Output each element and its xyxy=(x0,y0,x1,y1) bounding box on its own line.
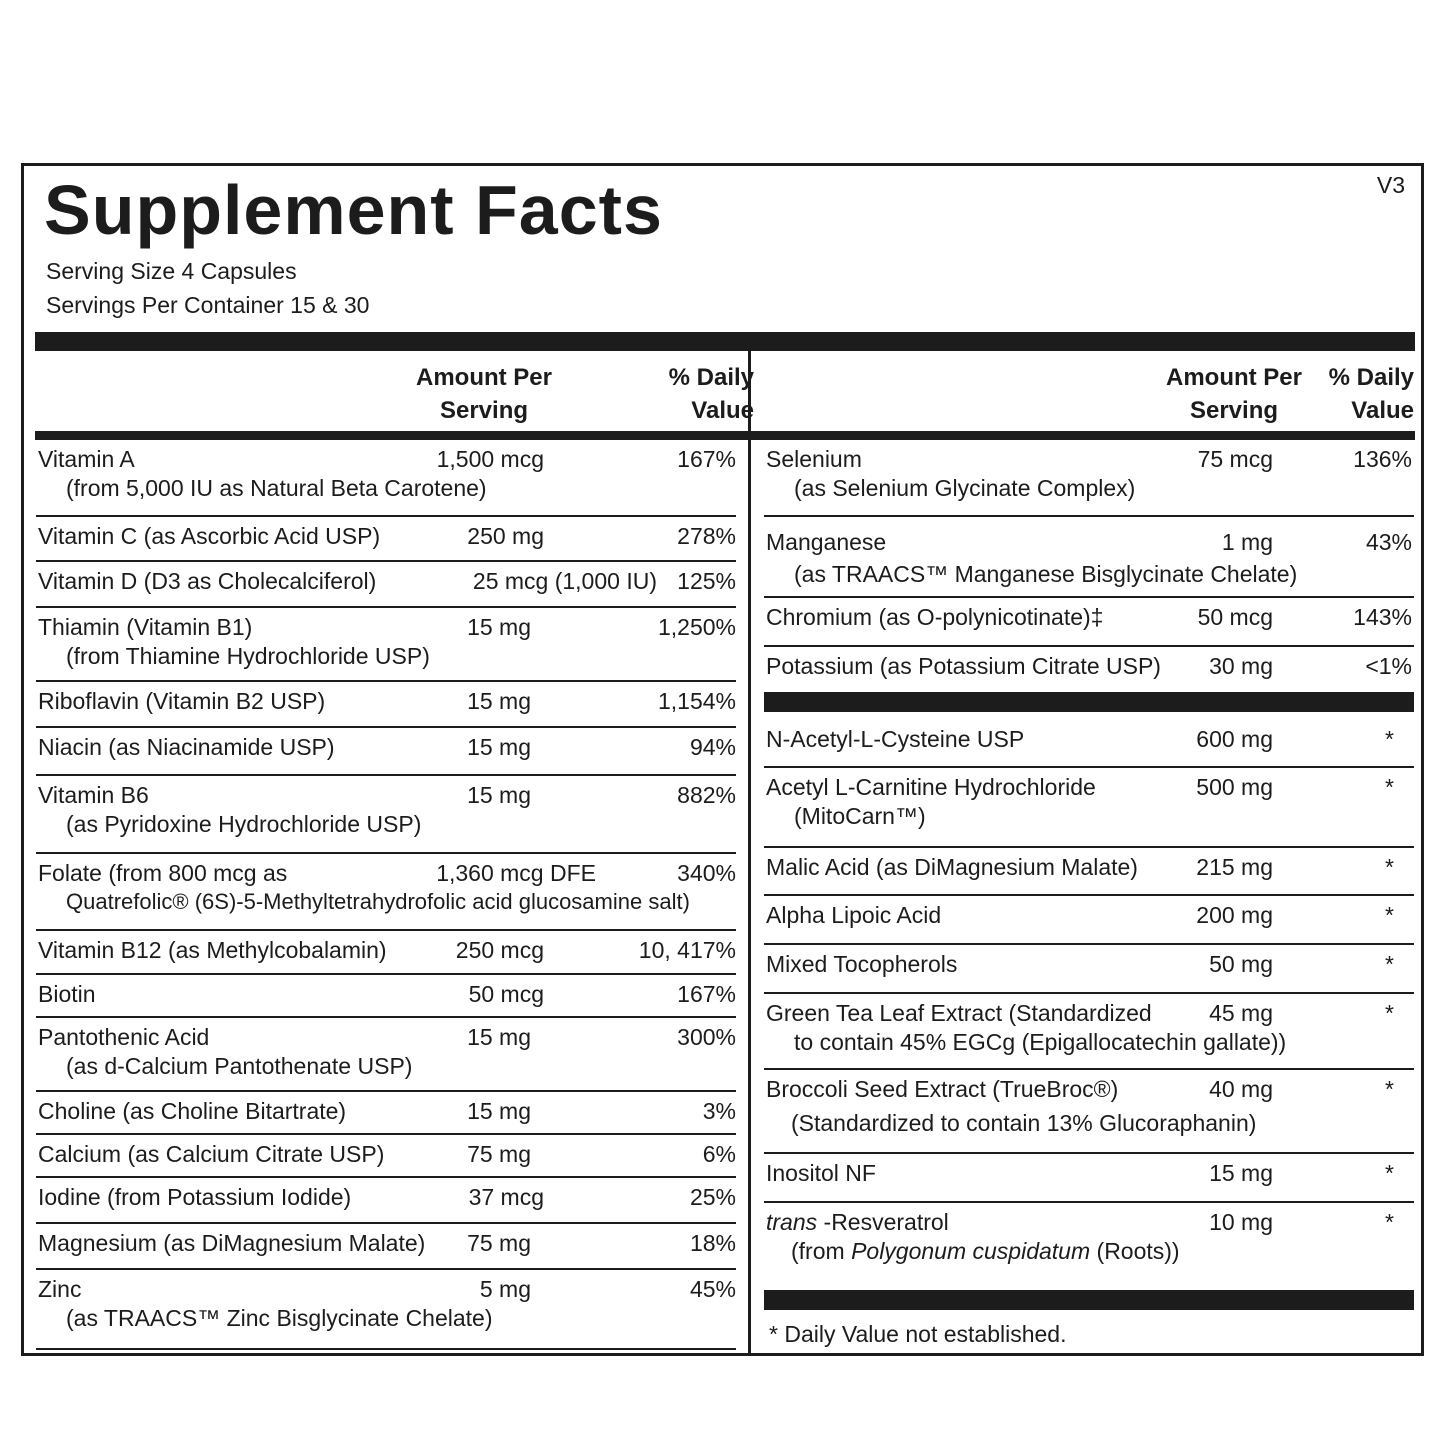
ingredient-name: Malic Acid (as DiMagnesium Malate) xyxy=(766,854,1138,880)
ingredient-row xyxy=(764,768,1414,848)
nutrient-row xyxy=(764,440,1414,517)
nutrient-dv: 43% xyxy=(1365,529,1412,555)
ingredient-row xyxy=(764,994,1414,1070)
nutrient-dv: 1,250% xyxy=(657,614,736,640)
nutrient-source: (as d-Calcium Pantothenate USP) xyxy=(66,1053,413,1079)
nutrient-name: Calcium (as Calcium Citrate USP) xyxy=(38,1141,385,1167)
top-thick-rule xyxy=(35,332,1415,351)
nutrient-amount: 1,360 mcg DFE xyxy=(436,860,596,886)
ingredient-name: Broccoli Seed Extract (TrueBroc®) xyxy=(766,1076,1119,1102)
nutrient-row xyxy=(764,647,1414,692)
nutrient-row xyxy=(36,776,736,854)
nutrient-dv: 278% xyxy=(677,523,736,549)
nutrient-row xyxy=(764,517,1414,598)
ingredient-row xyxy=(764,1203,1414,1283)
nutrient-name: Manganese xyxy=(766,529,887,555)
nutrient-row xyxy=(36,682,736,728)
ingredient-row xyxy=(764,1070,1414,1154)
ingredient-dv: * xyxy=(1385,1076,1394,1102)
nutrient-source: (from 5,000 IU as Natural Beta Carotene) xyxy=(66,475,487,501)
ingredient-name: N-Acetyl-L-Cysteine USP xyxy=(766,726,1025,752)
nutrient-name: Folate (from 800 mcg as xyxy=(38,860,288,886)
nutrient-name: Vitamin C (as Ascorbic Acid USP) xyxy=(38,523,381,549)
ingredient-amount: 45 mg xyxy=(1209,1000,1273,1026)
nutrient-name: Magnesium (as DiMagnesium Malate) xyxy=(38,1230,426,1256)
nutrient-name: Potassium (as Potassium Citrate USP) xyxy=(766,653,1161,679)
serving-size: Serving Size 4 Capsules xyxy=(46,258,297,284)
ingredient-dv: * xyxy=(1385,774,1394,800)
nutrient-amount: 5 mg xyxy=(479,1276,531,1302)
ingredient-row xyxy=(764,1154,1414,1203)
nutrient-amount: 250 mg xyxy=(467,523,544,549)
nutrient-source: Quatrefolic® (6S)-5-Methyltetrahydrofolic acid glucosamine salt) xyxy=(66,889,690,914)
ingredient-row xyxy=(764,848,1414,896)
ingredient-row xyxy=(764,896,1414,945)
nutrient-name: Iodine (from Potassium Iodide) xyxy=(38,1184,352,1210)
nutrient-name: Pantothenic Acid xyxy=(38,1024,210,1050)
nutrient-row xyxy=(36,1135,736,1178)
ingredient-dv: * xyxy=(1385,726,1394,752)
ingredient-amount: 40 mg xyxy=(1209,1076,1273,1102)
nutrient-name: Riboflavin (Vitamin B2 USP) xyxy=(38,688,326,714)
nutrient-amount: 15 mg xyxy=(467,734,531,760)
ingredient-dv: * xyxy=(1385,902,1394,928)
footnote: * Daily Value not established. xyxy=(769,1321,1067,1347)
nutrient-name: Vitamin B6 xyxy=(38,782,149,808)
left-dv-header: % Daily Value xyxy=(668,364,754,424)
right-header-rule xyxy=(751,431,1415,440)
nutrient-row xyxy=(36,440,736,517)
nutrient-source: (from Thiamine Hydrochloride USP) xyxy=(66,643,430,669)
nutrient-name: Selenium xyxy=(766,446,862,472)
right-amount-header: Amount Per Serving xyxy=(1165,364,1302,424)
ingredient-source: (Standardized to contain 13% Glucoraphanin) xyxy=(791,1110,1257,1136)
nutrient-dv: 18% xyxy=(689,1230,736,1256)
nutrient-row xyxy=(36,931,736,975)
nutrient-name: Biotin xyxy=(38,981,96,1007)
right-dv-header: % Daily Value xyxy=(1328,364,1414,424)
nutrient-name: Niacin (as Niacinamide USP) xyxy=(38,734,335,760)
nutrient-amount: 37 mcg xyxy=(468,1184,544,1210)
nutrient-row xyxy=(36,608,736,682)
ingredient-name: Mixed Tocopherols xyxy=(766,951,958,977)
ingredient-source: (from Polygonum cuspidatum (Roots)) xyxy=(791,1238,1180,1264)
ingredient-amount: 50 mg xyxy=(1209,951,1273,977)
nutrient-amount: 250 mcg xyxy=(455,937,544,963)
right-mineral-list xyxy=(764,440,1414,692)
nutrient-source: (as TRAACS™ Zinc Bisglycinate Chelate) xyxy=(66,1305,493,1331)
nutrient-amount: 15 mg xyxy=(467,1024,531,1050)
nutrient-row xyxy=(36,517,736,562)
nutrient-amount: 50 mcg xyxy=(1197,604,1273,630)
nutrient-dv: 25% xyxy=(689,1184,736,1210)
nutrient-dv: 882% xyxy=(677,782,736,808)
ingredient-amount: 215 mg xyxy=(1196,854,1273,880)
nutrient-dv: 10, 417% xyxy=(638,937,736,963)
column-divider xyxy=(748,351,751,1356)
ingredient-dv: * xyxy=(1385,951,1394,977)
ingredient-amount: 10 mg xyxy=(1209,1209,1273,1235)
nutrient-dv: 1,154% xyxy=(657,688,736,714)
nutrient-amount: 15 mg xyxy=(467,1098,531,1124)
left-amount-header: Amount Per Serving xyxy=(415,364,552,424)
ingredient-source: (MitoCarn™) xyxy=(794,803,926,829)
nutrient-amount: 1,500 mcg xyxy=(436,446,544,472)
nutrient-name: Vitamin A xyxy=(38,446,135,472)
nutrient-dv: 300% xyxy=(677,1024,736,1050)
ingredient-dv: * xyxy=(1385,1160,1394,1186)
nutrient-name: Vitamin D (D3 as Cholecalciferol) xyxy=(38,568,377,594)
panel-title: Supplement Facts xyxy=(44,171,663,249)
nutrient-amount: 75 mg xyxy=(467,1230,531,1256)
ingredient-name: Alpha Lipoic Acid xyxy=(766,902,942,928)
ingredient-row xyxy=(764,945,1414,994)
left-nutrient-list xyxy=(36,440,736,1350)
supplement-facts-panel xyxy=(21,163,1424,1356)
nutrient-dv: 167% xyxy=(677,981,736,1007)
ingredient-name: trans -Resveratrol xyxy=(766,1209,949,1235)
ingredient-name: Acetyl L-Carnitine Hydrochloride xyxy=(766,774,1096,800)
nutrient-source: (as Selenium Glycinate Complex) xyxy=(794,475,1136,501)
right-bottom-rule xyxy=(764,1290,1414,1310)
left-header-rule xyxy=(35,431,748,440)
nutrient-amount: 1 mg xyxy=(1221,529,1273,555)
nutrient-amount: 30 mg xyxy=(1209,653,1273,679)
ingredient-amount: 200 mg xyxy=(1196,902,1273,928)
ingredient-name: Inositol NF xyxy=(766,1160,876,1186)
nutrient-row xyxy=(36,854,736,931)
nutrient-dv: 340% xyxy=(677,860,736,886)
ingredient-amount: 500 mg xyxy=(1196,774,1273,800)
nutrient-row xyxy=(36,728,736,776)
nutrient-name: Thiamin (Vitamin B1) xyxy=(38,614,253,640)
nutrient-amount: 50 mcg xyxy=(468,981,544,1007)
nutrient-amount: 75 mg xyxy=(467,1141,531,1167)
nutrient-row xyxy=(36,1018,736,1092)
nutrient-source: (as TRAACS™ Manganese Bisglycinate Chelate) xyxy=(794,561,1298,587)
right-other-ingredients-list xyxy=(764,720,1414,1283)
nutrient-amount: 75 mcg xyxy=(1197,446,1273,472)
nutrient-name: Zinc xyxy=(38,1276,82,1302)
nutrient-amount: 25 mcg (1,000 IU) xyxy=(472,568,657,594)
nutrient-amount: 15 mg xyxy=(467,688,531,714)
nutrient-name: Choline (as Choline Bitartrate) xyxy=(38,1098,347,1124)
nutrient-row xyxy=(764,598,1414,647)
nutrient-dv: 167% xyxy=(677,446,736,472)
ingredient-row xyxy=(764,720,1414,768)
nutrient-row xyxy=(36,975,736,1018)
ingredient-source: to contain 45% EGCg (Epigallocatechin gallate)) xyxy=(794,1029,1287,1055)
nutrient-dv: 94% xyxy=(689,734,736,760)
nutrient-amount: 15 mg xyxy=(467,614,531,640)
nutrient-dv: 125% xyxy=(677,568,736,594)
nutrient-name: Chromium (as O-polynicotinate)‡ xyxy=(766,604,1104,630)
nutrient-dv: <1% xyxy=(1365,653,1412,679)
ingredient-amount: 15 mg xyxy=(1209,1160,1273,1186)
ingredient-name: Green Tea Leaf Extract (Standardized xyxy=(766,1000,1152,1026)
nutrient-dv: 45% xyxy=(689,1276,736,1302)
nutrient-source: (as Pyridoxine Hydrochloride USP) xyxy=(66,811,422,837)
nutrient-row xyxy=(36,562,736,608)
ingredient-dv: * xyxy=(1385,854,1394,880)
servings-per-container: Servings Per Container 15 & 30 xyxy=(46,292,370,318)
nutrient-dv: 136% xyxy=(1353,446,1412,472)
nutrient-dv: 143% xyxy=(1353,604,1412,630)
nutrient-dv: 6% xyxy=(702,1141,736,1167)
nutrient-row xyxy=(36,1270,736,1350)
nutrient-name: Vitamin B12 (as Methylcobalamin) xyxy=(38,937,387,963)
nutrient-dv: 3% xyxy=(702,1098,736,1124)
nutrient-row xyxy=(36,1092,736,1135)
right-section-rule xyxy=(764,692,1414,712)
ingredient-amount: 600 mg xyxy=(1196,726,1273,752)
version-label: V3 xyxy=(1376,172,1405,198)
nutrient-row xyxy=(36,1178,736,1224)
nutrient-row xyxy=(36,1224,736,1270)
ingredient-dv: * xyxy=(1385,1000,1394,1026)
ingredient-dv: * xyxy=(1385,1209,1394,1235)
nutrient-amount: 15 mg xyxy=(467,782,531,808)
